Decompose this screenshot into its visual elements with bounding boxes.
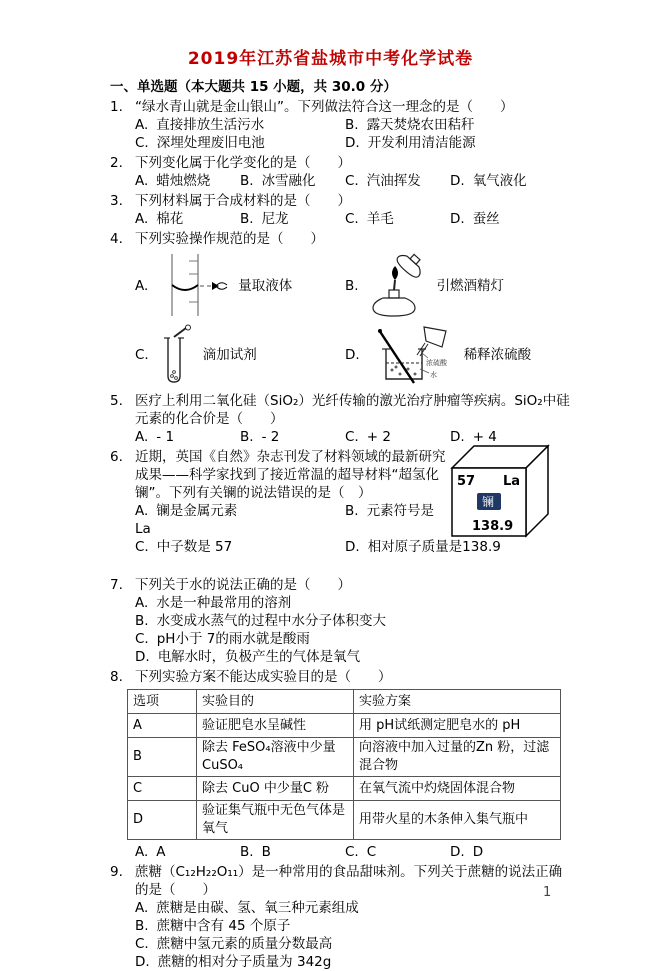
option-label: D. <box>450 211 465 227</box>
option-text: 开发利用清洁能源 <box>367 135 476 151</box>
option-a-cell <box>135 252 345 320</box>
question-number: 8. <box>110 669 123 685</box>
water-label: 水 <box>429 371 437 379</box>
question-text: 下列实验方案不能达成实验目的是（ ） <box>135 669 392 685</box>
question-8 <box>110 668 575 861</box>
element-symbol: La <box>503 474 521 489</box>
question-number: 5. <box>110 393 123 409</box>
option-text: 水是一种最常用的溶剂 <box>156 595 292 611</box>
option-text: 冰雪融化 <box>261 173 316 189</box>
element-name: 镧 <box>482 495 495 509</box>
option-label: D. <box>135 954 150 970</box>
option-label: B. <box>240 173 254 189</box>
option-text: 蚕丝 <box>472 211 500 227</box>
option-text: 汽油挥发 <box>366 173 421 189</box>
option-text: 蔗糖中氢元素的质量分数最高 <box>156 936 333 952</box>
image-options-row <box>135 324 575 386</box>
table-row <box>128 714 561 738</box>
table-row <box>128 777 561 801</box>
option-text: 氧气液化 <box>472 173 527 189</box>
question-text: 蔗糖（C₁₂H₂₂O₁₁）是一种常用的食品甜味剂。下列关于蔗糖的说法正确的是（ ） <box>135 864 563 898</box>
question-number: 2. <box>110 155 123 171</box>
option-text: 蜡烛燃烧 <box>156 173 211 189</box>
table-cell: 验证集气瓶中无色气体是氧气 <box>197 801 354 840</box>
option-label: A. <box>135 211 149 227</box>
option-label: B. <box>135 613 149 629</box>
table-cell: 除去 FeSO₄溶液中少量 CuSO₄ <box>197 738 354 777</box>
measuring-cylinder-icon <box>158 252 228 320</box>
options-row <box>135 843 575 861</box>
option-text: 相对原子质量是138.9 <box>367 539 501 555</box>
experiment-table <box>127 689 561 840</box>
page-number: 1 <box>543 885 552 900</box>
table-cell: 用 pH试纸测定肥皂水的 pH <box>354 714 561 738</box>
table-cell: 除去 CuO 中少量C 粉 <box>197 777 354 801</box>
table-header-cell: 实验目的 <box>197 690 354 714</box>
option-label: B. <box>345 278 359 294</box>
question-text: “绿水青山就是金山银山”。下列做法符合这一理念的是（ ） <box>135 99 514 115</box>
table-row <box>128 801 561 840</box>
options-row <box>135 116 575 134</box>
options-row <box>135 134 575 152</box>
option-label: B. <box>345 503 359 519</box>
table-cell: 在氧气流中灼烧固体混合物 <box>354 777 561 801</box>
option-label: C. <box>135 631 149 647</box>
option-text: 水变成水蒸气的过程中水分子体积变大 <box>156 613 387 629</box>
question-text: 近期，英国《自然》杂志刊发了材料领域的最新研究成果——科学家找到了接近常温的超导材料“超氢化镧”。下列有关镧的说法错误的是（ ） <box>135 449 446 501</box>
option-b-wrapped-text: La <box>135 521 151 537</box>
option-label: B. <box>240 844 254 860</box>
table-cell: 向溶液中加入过量的Zn 粉，过滤混合物 <box>354 738 561 777</box>
question-9 <box>110 863 575 971</box>
option-d-cell <box>345 324 575 386</box>
option-label: C. <box>345 211 359 227</box>
question-number: 1. <box>110 99 123 115</box>
alcohol-lamp-icon <box>369 252 427 320</box>
question-text: 下列关于水的说法正确的是（ ） <box>135 577 351 593</box>
option-text: A <box>156 844 166 860</box>
element-box-figure <box>448 440 556 540</box>
question-6 <box>110 448 575 556</box>
table-cell: A <box>128 714 197 738</box>
option-text: C <box>366 844 377 860</box>
question-2 <box>110 154 575 190</box>
table-cell: 验证肥皂水呈碱性 <box>197 714 354 738</box>
question-number: 9. <box>110 864 123 880</box>
page-title: 2019年江苏省盐城市中考化学试卷 <box>187 49 474 69</box>
option-label: C. <box>345 844 359 860</box>
option-label: B. <box>240 429 254 445</box>
option-label: D. <box>135 649 150 665</box>
question-1 <box>110 98 575 152</box>
option-label: D. <box>345 539 360 555</box>
option-text: 电解水时，负极产生的气体是氧气 <box>157 649 361 665</box>
option-label: B. <box>135 918 149 934</box>
option-label: A. <box>135 117 149 133</box>
table-cell: C <box>128 777 197 801</box>
options-row <box>135 172 575 190</box>
option-caption: 量取液体 <box>238 278 293 294</box>
options-row <box>135 538 575 556</box>
question-4 <box>110 230 575 390</box>
option-label: C. <box>135 347 149 363</box>
option-text: 镧是金属元素 <box>156 503 238 519</box>
option-label: C. <box>135 539 149 555</box>
acid-label: 浓硫酸 <box>425 359 447 367</box>
question-number: 4. <box>110 231 123 247</box>
option-label: C. <box>135 936 149 952</box>
option-text: 深埋处理废旧电池 <box>156 135 265 151</box>
option-text: B <box>261 844 271 860</box>
options-row <box>135 210 575 228</box>
dilute-acid-beaker-icon <box>370 324 454 386</box>
option-label: D. <box>450 844 465 860</box>
option-label: B. <box>345 117 359 133</box>
option-label: D. <box>450 429 465 445</box>
option-label: A. <box>135 173 149 189</box>
option-label: A. <box>135 503 149 519</box>
option-caption: 稀释浓硫酸 <box>463 347 532 363</box>
option-label: C. <box>345 429 359 445</box>
option-label: C. <box>135 135 149 151</box>
atomic-mass: 138.9 <box>472 519 514 534</box>
atomic-number: 57 <box>457 474 476 489</box>
option-text: D <box>472 844 484 860</box>
option-text: + 2 <box>366 429 391 445</box>
option-label: A. <box>135 595 149 611</box>
question-number: 3. <box>110 193 123 209</box>
option-label: A. <box>135 900 149 916</box>
table-header-cell: 实验方案 <box>354 690 561 714</box>
question-7 <box>110 576 575 666</box>
option-text: - 2 <box>261 429 280 445</box>
table-row <box>128 738 561 777</box>
option-text: 元素符号是 <box>366 503 435 519</box>
option-label: A. <box>135 844 149 860</box>
question-text: 下列实验操作规范的是（ ） <box>135 231 324 247</box>
option-text: 尼龙 <box>261 211 289 227</box>
question-text: 下列材料属于合成材料的是（ ） <box>135 193 351 209</box>
question-number: 7. <box>110 577 123 593</box>
table-cell: B <box>128 738 197 777</box>
option-text: 羊毛 <box>366 211 394 227</box>
option-text: + 4 <box>472 429 497 445</box>
option-caption: 引燃酒精灯 <box>436 278 505 294</box>
question-5 <box>110 392 575 446</box>
question-text: 医疗上利用二氧化硅（SiO₂）光纤传输的激光治疗肿瘤等疾病。SiO₂中硅元素的化合价是（ ） <box>135 393 570 427</box>
element-cube-icon <box>448 440 556 540</box>
option-text: 中子数是 57 <box>156 539 233 555</box>
option-text: - 1 <box>156 429 175 445</box>
option-text: 蔗糖的相对分子质量为 342g <box>157 954 332 970</box>
section-heading: 一、单选题（本大题共 15 小题，共 30.0 分） <box>110 79 397 95</box>
option-text: 直接排放生活污水 <box>156 117 265 133</box>
option-label: B. <box>240 211 254 227</box>
option-text: 蔗糖是由碳、氢、氧三种元素组成 <box>156 900 359 916</box>
question-text: 下列变化属于化学变化的是（ ） <box>135 155 351 171</box>
option-text: 蔗糖中含有 45 个原子 <box>156 918 291 934</box>
image-options-row <box>135 252 575 320</box>
option-c-cell <box>135 325 345 385</box>
option-label: C. <box>345 173 359 189</box>
option-caption: 滴加试剂 <box>202 347 257 363</box>
question-number: 6. <box>110 449 123 465</box>
option-label: D. <box>345 347 360 363</box>
table-cell: 用带火星的木条伸入集气瓶中 <box>354 801 561 840</box>
option-label: A. <box>135 278 149 294</box>
test-tube-dropper-icon <box>159 325 193 385</box>
option-label: D. <box>450 173 465 189</box>
table-header-row <box>128 690 561 714</box>
question-3 <box>110 192 575 228</box>
option-label: D. <box>345 135 360 151</box>
option-text: 棉花 <box>156 211 184 227</box>
table-header-cell: 选项 <box>128 690 197 714</box>
table-cell: D <box>128 801 197 840</box>
option-label: A. <box>135 429 149 445</box>
option-text: pH小于 7的雨水就是酸雨 <box>156 631 310 647</box>
option-text: 露天焚烧农田秸秆 <box>366 117 475 133</box>
option-b-cell <box>345 252 575 320</box>
